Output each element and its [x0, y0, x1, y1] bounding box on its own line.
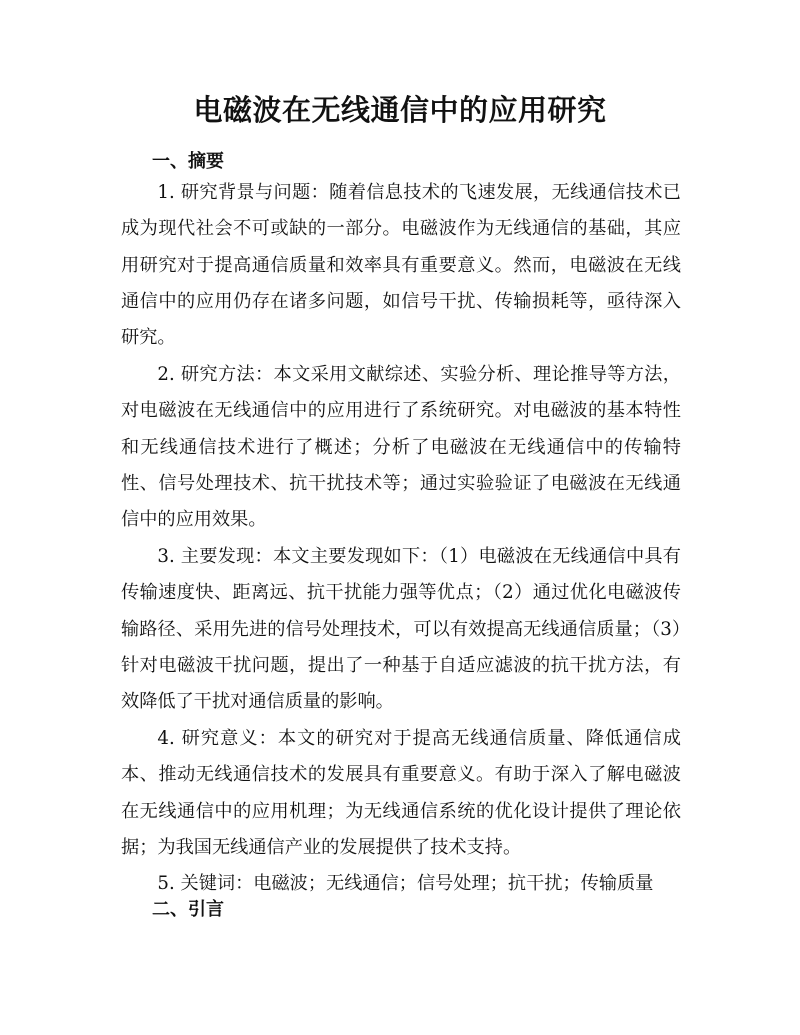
- abstract-paragraph-background: 1. 研究背景与问题：随着信息技术的飞速发展，无线通信技术已成为现代社会不可或缺的一部分。电磁波作为无线通信的基础，其应用研究对于提高通信质量和效率具有重要意义。然而，电磁波在无线通信中的应用仍存在诸多问题，如信号干扰、传输损耗等，亟待深入研究。: [121, 182, 681, 349]
- page-title: 电磁波在无线通信中的应用研究: [193, 93, 607, 127]
- section-heading-introduction: 二、引言: [152, 899, 224, 920]
- abstract-paragraph-methods: 2. 研究方法：本文采用文献综述、实验分析、理论推导等方法，对电磁波在无线通信中的应用进行了系统研究。对电磁波的基本特性和无线通信技术进行了概述；分析了电磁波在无线通信中的传输特性、信号处理技术、抗干扰技术等；通过实验验证了电磁波在无线通信中的应用效果。: [121, 364, 681, 531]
- abstract-paragraph-keywords: 5. 关键词：电磁波；无线通信；信号处理；抗干扰；传输质量: [157, 873, 654, 894]
- abstract-paragraph-significance: 4. 研究意义：本文的研究对于提高无线通信质量、降低通信成本、推动无线通信技术的发展具有重要意义。有助于深入了解电磁波在无线通信中的应用机理；为无线通信系统的优化设计提供了理论依据；为我国无线通信产业的发展提供了技术支持。: [121, 728, 681, 858]
- section-heading-abstract: 一、摘要: [152, 151, 224, 172]
- abstract-paragraph-findings: 3. 主要发现：本文主要发现如下：（1）电磁波在无线通信中具有传输速度快、距离远、抗干扰能力强等优点；（2）通过优化电磁波传输路径、采用先进的信号处理技术，可以有效提高无线通信质量；（3）针对电磁波干扰问题，提出了一种基于自适应滤波的抗干扰方法，有效降低了干扰对通信质量的影响。: [121, 546, 681, 713]
